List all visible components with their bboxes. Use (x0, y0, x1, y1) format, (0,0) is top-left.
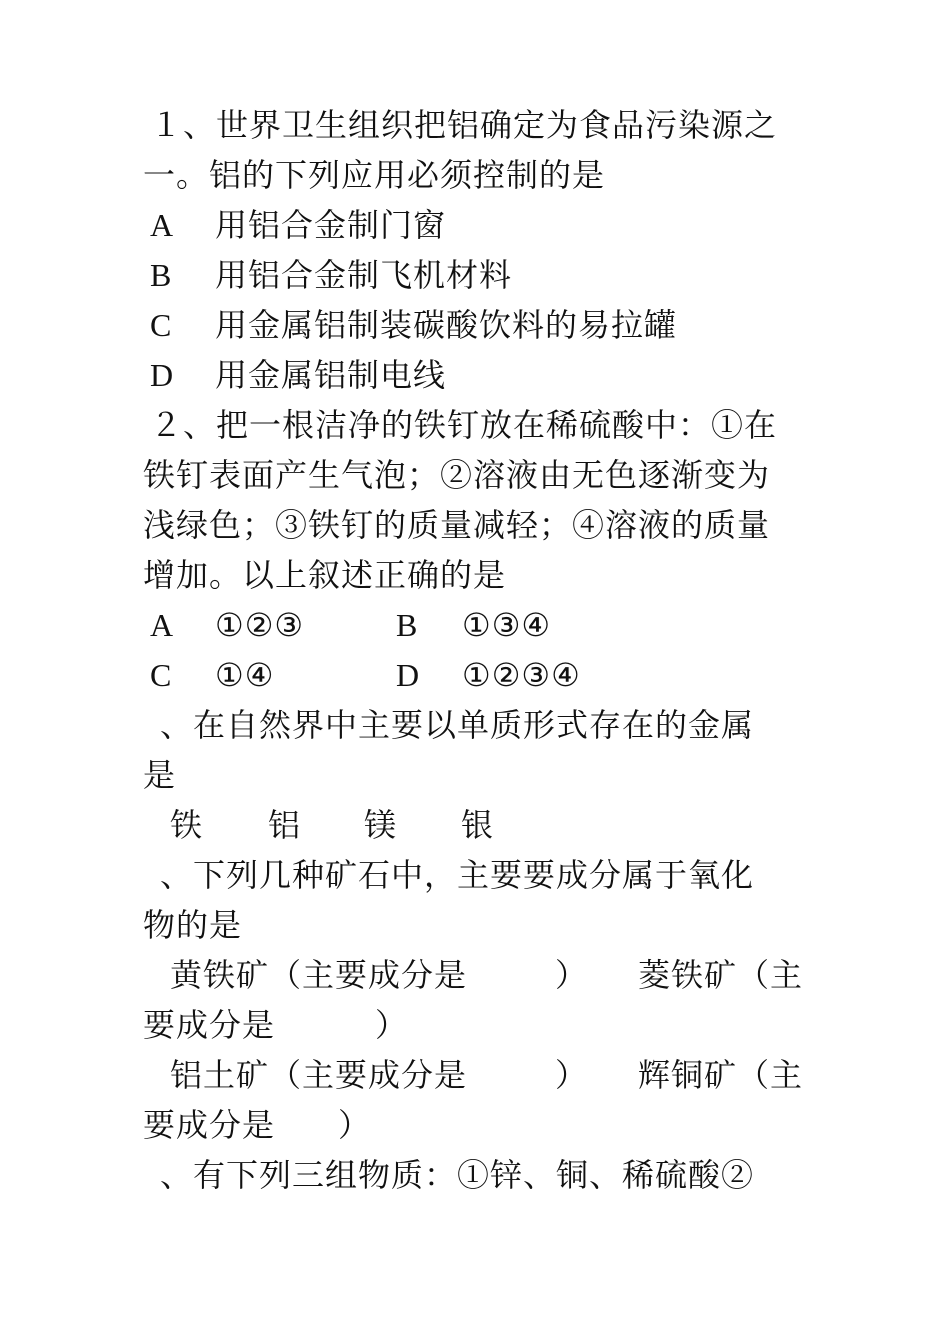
q4-pyrite-label: 黄铁矿（主要成分是 (170, 956, 468, 994)
q1-option-b-text: 用铝合金制飞机材料 (215, 256, 513, 294)
q4-chalcocite-close: ） (338, 1106, 372, 1144)
q4-pyrite-close: ） (555, 956, 589, 994)
q2-option-b-letter: B (396, 607, 419, 643)
q2-option-c-text: ①④ (215, 656, 275, 694)
q3-line-2: 是 (143, 756, 177, 794)
q4-line-2: 物的是 (143, 906, 243, 944)
q2-option-b-text: ①③④ (462, 606, 552, 644)
q1-line-1: １、世界卫生组织把铝确定为食品污染源之 (150, 106, 778, 144)
q2-option-d-text: ①②③④ (462, 656, 581, 694)
q4-chalcocite-cont: 要成分是 (143, 1106, 276, 1144)
q4-chalcocite-label: 辉铜矿（主 (638, 1056, 804, 1094)
q3-choice-3: 镁 (364, 806, 398, 844)
q3-line-1: 、在自然界中主要以单质形式存在的金属 (160, 706, 755, 744)
q1-option-c-letter: C (150, 307, 173, 343)
q3-choice-4: 银 (461, 806, 495, 844)
q1-option-a-text: 用铝合金制门窗 (215, 206, 447, 244)
q3-choice-1: 铁 (170, 806, 204, 844)
q2-option-a-text: ①②③ (215, 606, 305, 644)
q5-line-1: 、有下列三组物质：①锌、铜、稀硫酸② (160, 1156, 755, 1194)
q2-option-d-letter: D (396, 657, 421, 693)
q1-option-d-letter: D (150, 357, 175, 393)
q2-line-2: 铁钉表面产生气泡；②溶液由无色逐渐变为 (143, 456, 771, 494)
q3-choice-2: 铝 (268, 806, 302, 844)
q4-line-1: 、下列几种矿石中，主要要成分属于氧化 (160, 856, 755, 894)
q4-siderite-label: 菱铁矿（主 (638, 956, 804, 994)
q2-option-c-letter: C (150, 657, 173, 693)
q1-option-b-letter: B (150, 257, 173, 293)
q2-line-4: 增加。以上叙述正确的是 (143, 556, 507, 594)
q2-option-a-letter: A (150, 607, 175, 643)
q2-line-1: ２、把一根洁净的铁钉放在稀硫酸中：①在 (150, 406, 778, 444)
q1-option-c-text: 用金属铝制装碳酸饮料的易拉罐 (215, 306, 678, 344)
q4-siderite-close: ） (375, 1006, 409, 1044)
q4-bauxite-close: ） (555, 1056, 589, 1094)
q1-option-a-letter: A (150, 207, 175, 243)
q1-line-2: 一。铝的下列应用必须控制的是 (143, 156, 606, 194)
q4-siderite-cont: 要成分是 (143, 1006, 276, 1044)
q4-bauxite-label: 铝土矿（主要成分是 (170, 1056, 468, 1094)
q2-line-3: 浅绿色；③铁钉的质量减轻；④溶液的质量 (143, 506, 771, 544)
q1-option-d-text: 用金属铝制电线 (215, 356, 447, 394)
